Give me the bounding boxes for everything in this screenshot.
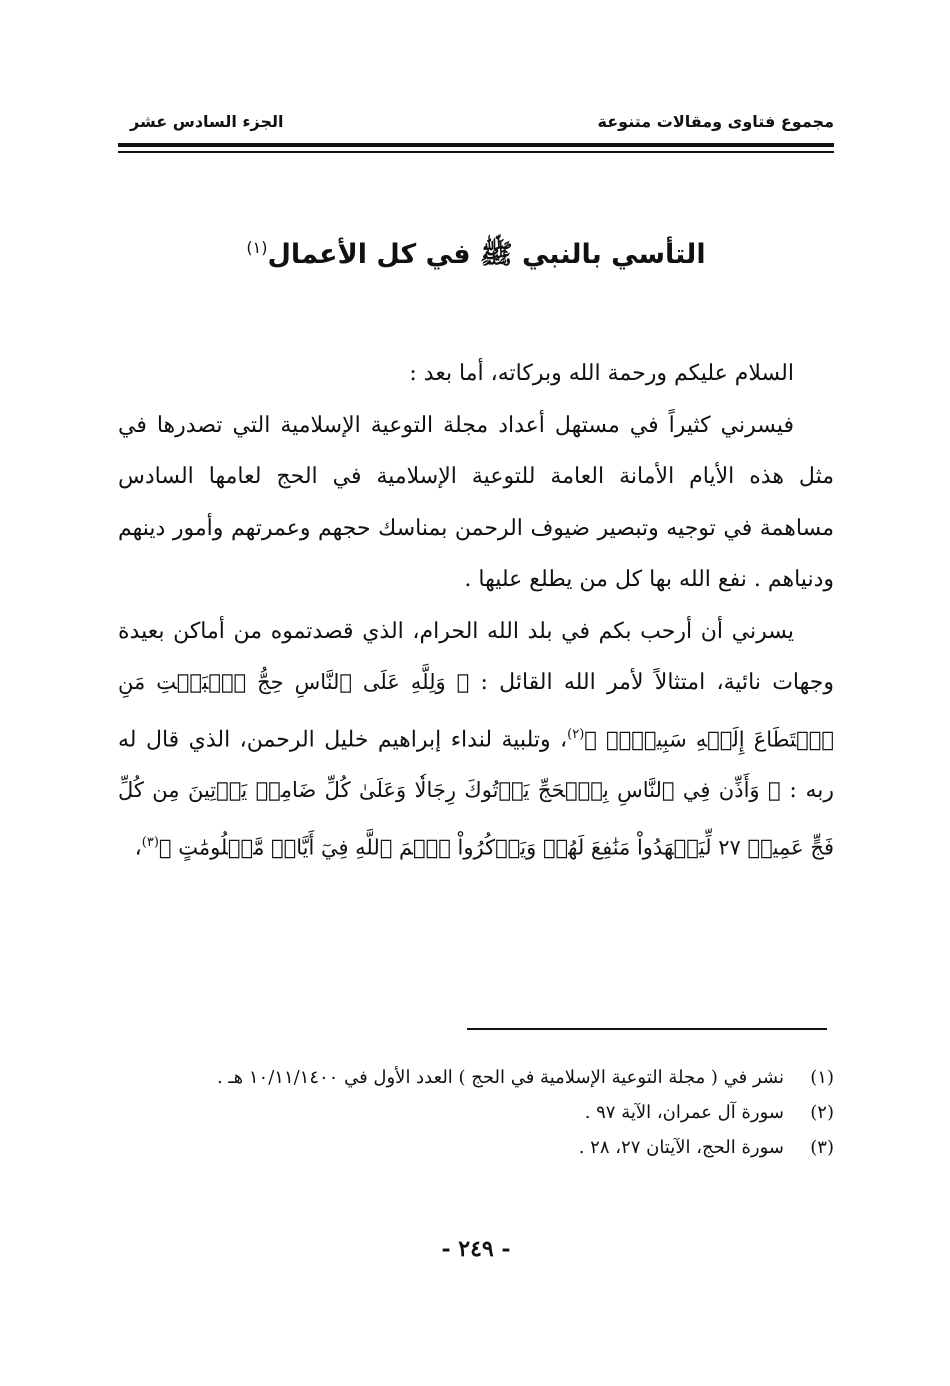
book-title: مجموع فتاوى ومقالات متنوعة (597, 112, 834, 131)
quran-verse-2: ﴿ وَأَذِّن فِي ٱلنَّاسِ بِٱلۡحَجِّ يَأۡتُوكَ رِجَالٗا وَعَلَىٰ كُلِّ ضَامِرٖ يَأۡتِينَ مِن كُلِّ فَجٍّ عَمِيقٖ ٢٧ لِّيَشۡهَدُواْ مَنَٰفِعَ لَهُمۡ وَيَذۡكُرُواْ ٱسۡمَ ٱللَّهِ فِيٓ أَيَّامٖ مَّعۡلُومَٰتٍ ﴾ (118, 778, 834, 860)
greeting: السلام عليكم ورحمة الله وبركاته، أما بعد : (409, 361, 794, 386)
footnote-separator (467, 1028, 827, 1030)
footnote-2 (118, 1095, 834, 1130)
footnote-1 (118, 1060, 834, 1095)
footnote-number: (٣) (810, 1137, 834, 1158)
title-footnote-ref: (١) (246, 238, 268, 257)
footnote-ref-3: (٣) (141, 834, 159, 850)
footnote-3 (118, 1130, 834, 1165)
paragraph-2-intro: يسرني أن أرحب بكم في بلد الله الحرام، الذي قصدتموه من أماكن بعيدة وجهات نائية، امتثالاً لأمر الله القائل : (118, 618, 835, 695)
article-body (118, 348, 834, 874)
volume-label: الجزء السادس عشر (130, 112, 284, 131)
footnote-text: سورة آل عمران، الآية ٩٧ . (584, 1102, 784, 1123)
paragraph-2-middle: ، وتلبية لنداء إبراهيم خليل الرحمن، الذي قال له ربه : (118, 726, 834, 804)
paragraph-1: فيسرني كثيراً في مستهل أعداد مجلة التوعية الإسلامية التي تصدرها في مثل هذه الأيام الأمانة العامة للتوعية الإسلامية في الحج لعامها السادس مساهمة في توجيه وتبصير ضيوف الرحمن بمناسك حجهم وعمرتهم وأمور دينهم ودنياهم . نفع الله بها كل من يطلع عليها . (118, 412, 834, 592)
article-title (118, 224, 834, 279)
quran-verse-1: ﴿ وَلِلَّهِ عَلَى ٱلنَّاسِ حِجُّ ٱلۡبَيۡتِ مَنِ ٱسۡتَطَاعَ إِلَيۡهِ سَبِيلٗاۚ ﴾ (118, 670, 834, 751)
footnotes (118, 1060, 834, 1165)
page-number: - ٢٤٩ - (441, 1236, 511, 1262)
footnote-text: سورة الحج، الآيتان ٢٧، ٢٨ . (578, 1137, 784, 1158)
header-rule-thick (118, 143, 834, 147)
footnote-ref-2: (٢) (567, 726, 585, 742)
article-title-text: التأسي بالنبي ﷺ في كل الأعمال (267, 239, 706, 270)
footnote-number: (٢) (810, 1102, 834, 1123)
running-header (118, 112, 834, 138)
paragraph-2 (118, 606, 834, 874)
footnote-text: نشر في ( مجلة التوعية الإسلامية في الحج ) العدد الأول في ١٠/١١/١٤٠٠ هـ . (216, 1067, 784, 1088)
header-rule-thin (118, 151, 834, 153)
footnote-number: (١) (810, 1067, 834, 1088)
paragraph-2-end: ، (134, 835, 142, 861)
